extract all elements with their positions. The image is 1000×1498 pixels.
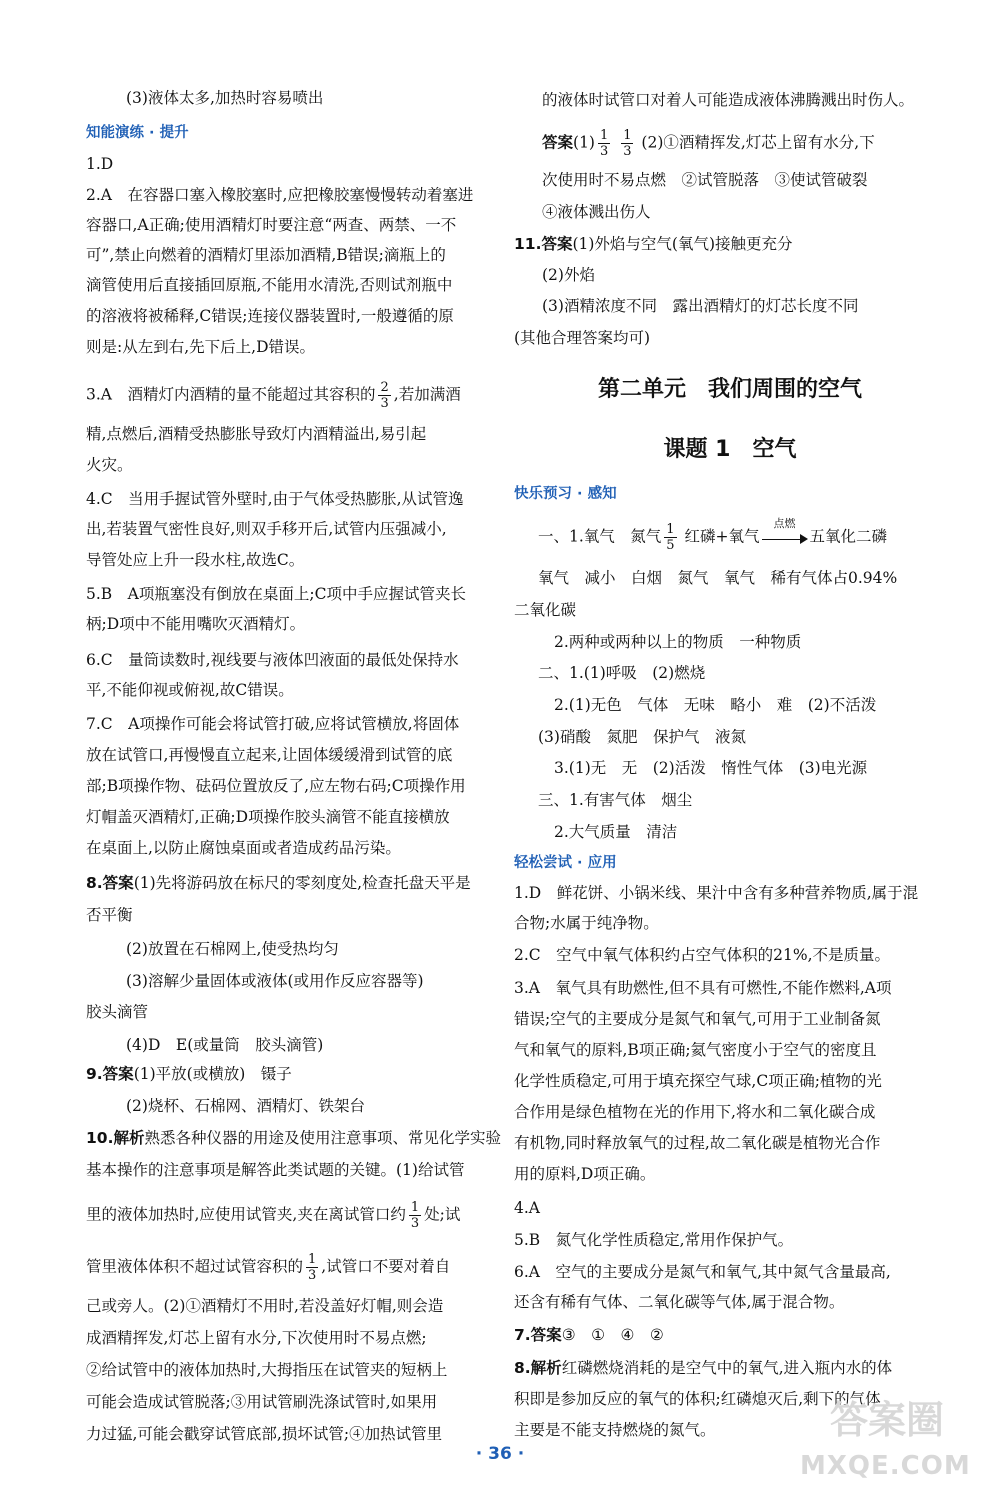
answer-q3-line: 3.A 酒精灯内酒精的量不能超过其容积的 $\frac{2}{3}$ ,若加满酒 (86, 380, 461, 411)
answer-q4-line: 出,若装置气密性良好,则双手移开后,试管内压强减小, (86, 520, 447, 538)
answer-a3-line: 合作用是绿色植物在光的作用下,将水和二氧化碳合成 (514, 1103, 876, 1121)
answer-q8-line: (3)溶解少量固体或液体(或用作反应容器等) (126, 972, 424, 990)
answer-a3-line: 有机物,同时释放氧气的过程,故二氧化碳是植物光合作 (514, 1134, 881, 1152)
answer-a8-line: 主要是不能支持燃烧的氮气。 (514, 1421, 716, 1439)
answer-a5: 5.B 氮气化学性质稳定,常用作保护气。 (514, 1231, 794, 1249)
section-heading-preview: 快乐预习 · 感知 (514, 486, 617, 502)
preview-line: 二、1.(1)呼吸 (2)燃烧 (538, 664, 706, 682)
fraction: $\frac{1}{3}$ (623, 128, 632, 159)
answer-q7-line: 灯帽盖灭酒精灯,正确;D项操作胶头滴管不能直接横放 (86, 808, 450, 826)
answer-q10-line: 基本操作的注意事项是解答此类试题的关键。(1)给试管 (86, 1161, 465, 1179)
answer-line: 的液体时试管口对着人可能造成液体沸腾溅出时伤人。 (542, 91, 915, 109)
answer-a8-line: 8.解析红磷燃烧消耗的是空气中的氧气,进入瓶内水的体 (514, 1359, 893, 1377)
answer-a7: 7.答案③ ① ④ ② (514, 1326, 664, 1344)
fraction: $\frac{1}{3}$ (308, 1252, 317, 1283)
answer-q11-line: (3)酒精浓度不同 露出酒精灯的灯芯长度不同 (542, 297, 859, 315)
answer-q8-line: 否平衡 (86, 906, 133, 924)
answer-a3-line: 气和氧气的原料,B项正确;氦气密度小于空气的密度且 (514, 1041, 877, 1059)
answer-q6-line: 6.C 量筒读数时,视线要与液体凹液面的最低处保持水 (86, 651, 459, 669)
answer-q10-line: ②给试管中的液体加热时,大拇指压在试管夹的短柄上 (86, 1361, 448, 1379)
answer-q10-line: 管里液体体积不超过试管容积的 $\frac{1}{3}$ ,试管口不要对着自 (86, 1252, 451, 1283)
answer-q5-line: 5.B A项瓶塞没有倒放在桌面上;C项中手应握试管夹长 (86, 585, 466, 603)
answer-a3-line: 错误;空气的主要成分是氮气和氧气,可用于工业制备氮 (514, 1010, 881, 1028)
answer-line: 次使用时不易点燃 ②试管脱落 ③使试管破裂 (542, 171, 868, 189)
answer-q9-line: (2)烧杯、石棉网、酒精灯、铁架台 (126, 1097, 365, 1115)
fraction: $\frac{1}{3}$ (410, 1200, 420, 1231)
answer-line: ④液体溅出伤人 (542, 203, 651, 221)
preview-line: 2.(1)无色 气体 无味 略小 难 (2)不活泼 (554, 696, 877, 714)
answer-q2-line: 2.A 在容器口塞入橡胶塞时,应把橡胶塞慢慢转动着塞进 (86, 186, 474, 204)
answer-q10-line: 里的液体加热时,应使用试管夹,夹在离试管口约 $\frac{1}{3}$ 处;试 (86, 1200, 461, 1231)
answer-line: (3)液体太多,加热时容易喷出 (126, 89, 324, 107)
answer-a3-line: 用的原料,D项正确。 (514, 1165, 656, 1183)
preview-line: 三、1.有害气体 烟尘 (538, 791, 693, 809)
answer-q5-line: 柄;D项中不能用嘴吹灭酒精灯。 (86, 615, 306, 633)
answer-q8-line: (4)D E(或量筒 胶头滴管) (126, 1036, 324, 1054)
preview-line: 3.(1)无 无 (2)活泼 惰性气体 (3)电光源 (554, 759, 868, 777)
answer-q2-line: 滴管使用后直接插回原瓶,不能用水清洗,否则试剂瓶中 (86, 276, 453, 294)
page-number: · 36 · (475, 1444, 525, 1464)
fraction: $\frac{1}{3}$ (599, 128, 609, 159)
unit-title: 第二单元 我们周围的空气 (597, 377, 862, 402)
section-heading-application: 轻松尝试 · 应用 (514, 855, 617, 871)
answer-q2-line: 则是:从左到右,先下后上,D错误。 (86, 338, 316, 356)
answer-q6-line: 平,不能仰视或俯视,故C错误。 (86, 681, 294, 699)
answer-q10-line: 己或旁人。(2)①酒精灯不用时,若没盖好灯帽,则会造 (86, 1297, 444, 1315)
answer-a4: 4.A (514, 1199, 540, 1217)
answer-a3-line: 3.A 氧气具有助燃性,但不具有可燃性,不能作燃料,A项 (514, 979, 892, 997)
answer-q4-line: 导管处应上升一段水柱,故选C。 (86, 551, 305, 569)
answer-q8-line: 胶头滴管 (86, 1003, 149, 1021)
answer-q1: 1.D (86, 155, 114, 173)
answer-q7-line: 放在试管口,再慢慢直立起来,让固体缓缓滑到试管的底 (86, 746, 453, 764)
answer-q2-line: 的溶液将被稀释,C错误;连接仪器装置时,一般遵循的原 (86, 307, 454, 325)
preview-line: 2.大气质量 清洁 (554, 823, 678, 841)
answer-q11-line: 11.答案(1)外焰与空气(氧气)接触更充分 (514, 235, 793, 253)
answer-q8-line: (2)放置在石棉网上,使受热均匀 (126, 940, 339, 958)
answer-q10-line: 力过猛,可能会戳穿试管底部,损坏试管;④加热试管里 (86, 1425, 443, 1443)
answer-a6-line: 6.A 空气的主要成分是氮气和氧气,其中氮气含量最高, (514, 1263, 891, 1281)
lesson-title: 课题 1 空气 (663, 437, 797, 462)
answer-q7-line: 在桌面上,以防止腐蚀桌面或者造成药品污染。 (86, 839, 401, 857)
answer-q2-line: 可”,禁止向燃着的酒精灯里添加酒精,B错误;滴瓶上的 (86, 246, 446, 264)
preview-line: 二氧化碳 (514, 601, 577, 619)
answer-a1-line: 1.D 鲜花饼、小锅米线、果汁中含有多种营养物质,属于混 (514, 884, 919, 902)
section-heading-practice: 知能演练 · 提升 (86, 125, 189, 141)
answer-q3-line: 精,点燃后,酒精受热膨胀导致灯内酒精溢出,易引起 (86, 425, 427, 443)
answer-a6-line: 还含有稀有气体、二氧化碳等气体,属于混合物。 (514, 1293, 845, 1311)
answer-a3-line: 化学性质稳定,可用于填充探空气球,C项正确;植物的光 (514, 1072, 882, 1090)
reaction-arrow-icon: 点燃 (762, 530, 808, 546)
answer-q11-line: (其他合理答案均可) (514, 329, 651, 347)
answer-q8-line: 8.答案(1)先将游码放在标尺的零刻度处,检查托盘天平是 (86, 874, 471, 892)
preview-line: 一、1.氧气 氮气 $\frac{1}{5}$ 红磷+氧气 点燃 五氧化二磷 (538, 516, 888, 553)
answer-q10-line: 10.解析熟悉各种仪器的用途及使用注意事项、常见化学实验 (86, 1129, 501, 1147)
answer-a8-line: 积即是参加反应的氧气的体积;红磷熄灭后,剩下的气体 (514, 1390, 881, 1408)
preview-line: 2.两种或两种以上的物质 一种物质 (554, 633, 802, 651)
fraction: $\frac{2}{3}$ (380, 380, 389, 411)
answer-q4-line: 4.C 当用手握试管外壁时,由于气体受热膨胀,从试管逸 (86, 490, 464, 508)
answer-q11-line: (2)外焰 (542, 266, 595, 284)
answer-q7-line: 部;B项操作物、砝码位置放反了,应左物右码;C项操作用 (86, 777, 466, 795)
answer-q7-line: 7.C A项操作可能会将试管打破,应将试管横放,将固体 (86, 715, 460, 733)
answer-q10-line: 可能会造成试管脱落;③用试管刷洗涤试管时,如果用 (86, 1393, 438, 1411)
preview-line: 氧气 减小 白烟 氮气 氧气 稀有气体占0.94% (538, 569, 898, 587)
watermark-logo: 答案圈 MXQE.COM (800, 1398, 971, 1481)
answer-q9-line: 9.答案(1)平放(或横放) 镊子 (86, 1065, 292, 1083)
answer-q3-line: 火灾。 (86, 456, 133, 474)
answer-q10-result: 答案(1) $\frac{1}{3}$ $\frac{1}{3}$ (2)①酒精挥发,灯芯上留有水分,下 (542, 128, 875, 159)
answer-a1-line: 合物;水属于纯净物。 (514, 914, 659, 932)
fraction: $\frac{1}{5}$ (666, 522, 675, 553)
preview-line: (3)硝酸 氮肥 保护气 液氮 (538, 728, 746, 746)
answer-q2-line: 容器口,A正确;使用酒精灯时要注意“两查、两禁、一不 (86, 216, 457, 234)
answer-q10-line: 成酒精挥发,灯芯上留有水分,下次使用时不易点燃; (86, 1329, 427, 1347)
answer-a2-line: 2.C 空气中氧气体积约占空气体积的21%,不是质量。 (514, 946, 891, 964)
